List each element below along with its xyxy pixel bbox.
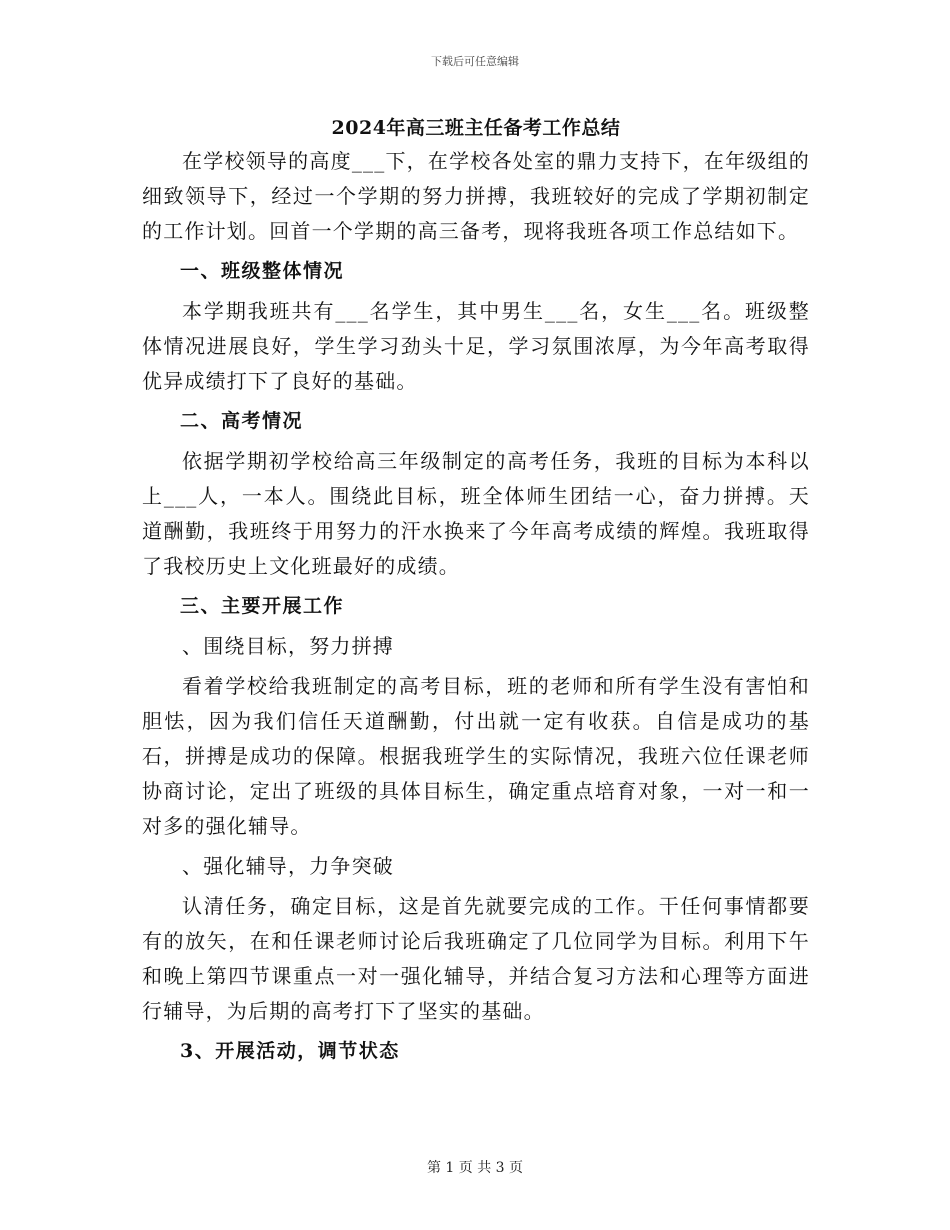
subsection-paragraph-goal: 看着学校给我班制定的高考目标，班的老师和所有学生没有害怕和胆怯，因为我们信任天道酬勤，付出就一定有收获。自信是成功的基石，拼搏是成功的保障。根据我班学生的实际情况，我班六位任课老师协商讨论，定出了班级的具体目标生，确定重点培育对象，一对一和一对多的强化辅导。 — [142, 674, 810, 838]
section-heading-exam-results: 二、高考情况 — [180, 410, 304, 432]
subsection-title-tutoring: 、强化辅导，力争突破 — [182, 854, 394, 878]
subsection-paragraph-tutoring: 认清任务，确定目标，这是首先就要完成的工作。干任何事情都要有的放矢，在和任课老师讨论后我班确定了几位同学为目标。利用下午和晚上第四节课重点一对一强化辅导，并结合复习方法和心理等方面进行辅导，为后期的高考打下了坚实的基础。 — [142, 894, 810, 1023]
section-paragraph-exam-results: 依据学期初学校给高三年级制定的高考任务，我班的目标为本科以上___人，一本人。围绕此目标，班全体师生团结一心，奋力拼搏。天道酬勤，我班终于用努力的汗水换来了今年高考成绩的辉煌。我班取得了我校历史上文化班最好的成绩。 — [142, 449, 810, 578]
document-body — [142, 112, 810, 1069]
section-heading-class-overview: 一、班级整体情况 — [180, 260, 345, 282]
subsection-heading-activities: 3、开展活动，调节状态 — [180, 1040, 400, 1062]
subsection-title-goal: 、围绕目标，努力拼搏 — [182, 634, 394, 658]
page-number: 第 1 页 共 3 页 — [426, 1160, 524, 1176]
page-header-note: 下载后可任意编辑 — [431, 55, 519, 68]
section-paragraph-class-overview: 本学期我班共有___名学生，其中男生___名，女生___名。班级整体情况进展良好，学生学习劲头十足，学习氛围浓厚，为今年高考取得优异成绩打下了良好的基础。 — [142, 299, 810, 393]
intro-paragraph: 在学校领导的高度___下，在学校各处室的鼎力支持下，在年级组的细致领导下，经过一个学期的努力拼搏，我班较好的完成了学期初制定的工作计划。回首一个学期的高三备考，现将我班各项工作总结如下。 — [142, 149, 810, 243]
document-title: 2024年高三班主任备考工作总结 — [331, 117, 621, 139]
section-heading-main-work: 三、主要开展工作 — [180, 595, 345, 617]
